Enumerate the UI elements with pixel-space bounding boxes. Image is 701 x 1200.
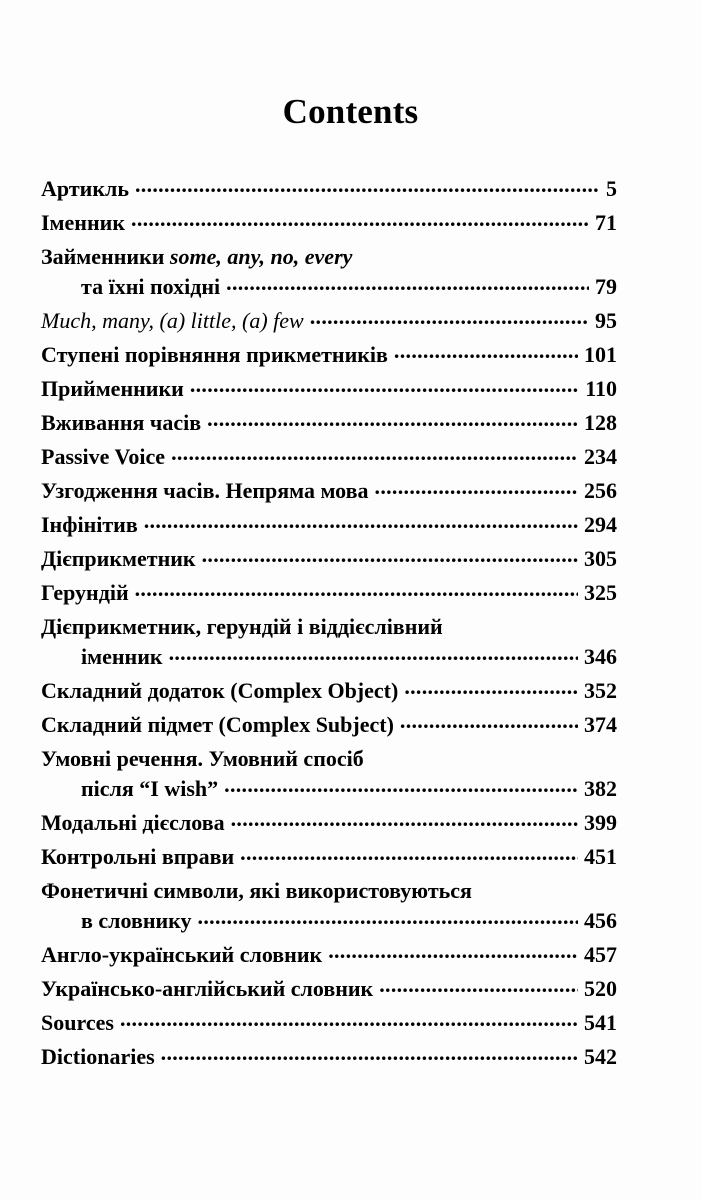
toc-entry-title: Контрольні вправи <box>41 844 235 869</box>
toc-entry-prepositions <box>41 372 617 406</box>
toc-entry-title: Ступені порівняння прикметників <box>41 342 388 367</box>
toc-entry-participle-gerund-noun <box>41 610 617 674</box>
toc-entry-title: Інфінітив <box>41 512 138 537</box>
toc-entry-complex-subject <box>41 708 617 742</box>
dot-leader <box>231 808 578 830</box>
toc-entry-article <box>41 172 617 206</box>
toc-entry-title-line2: та їхні похідні <box>81 274 221 299</box>
toc-entry-page: 346 <box>584 644 617 669</box>
toc-entry-page: 456 <box>584 908 617 933</box>
toc-entry-title: Англо-український словник <box>41 942 323 967</box>
toc-entry-title-prefix: Займенники <box>41 244 170 269</box>
toc-entry-control-exercises <box>41 840 617 874</box>
toc-entry-title: Модальні дієслова <box>41 810 225 835</box>
toc-entry-page: 305 <box>584 546 617 571</box>
toc-entry-conditionals <box>41 742 617 806</box>
toc-entry-complex-object <box>41 674 617 708</box>
page-title: Contents <box>282 92 419 131</box>
toc-entry-title: Much, many, (a) little, (a) few <box>41 308 304 333</box>
toc-entry-title-line1: Умовні речення. Умовний спосіб <box>41 746 364 771</box>
toc-entry-page: 256 <box>584 478 617 503</box>
toc-entry-title-line1: Фонетичні символи, які використовуються <box>41 878 472 903</box>
dot-leader <box>131 208 589 230</box>
toc-entry-title: Прийменники <box>41 376 184 401</box>
toc-entry-modal-verbs <box>41 806 617 840</box>
dot-leader <box>224 774 578 796</box>
toc-entry-sources <box>41 1006 617 1040</box>
toc-entry-passive-voice <box>41 440 617 474</box>
dot-leader <box>190 374 579 396</box>
toc-entry-page: 374 <box>584 712 617 737</box>
dot-leader <box>310 306 589 328</box>
dot-leader <box>394 340 578 362</box>
dot-leader <box>144 510 578 532</box>
dot-leader <box>240 842 578 864</box>
toc-entry-dictionaries <box>41 1040 617 1074</box>
toc-entry-title: Dictionaries <box>41 1044 155 1069</box>
toc-entry-page: 382 <box>584 776 617 801</box>
toc-entry-pronouns <box>41 240 617 304</box>
toc-entry-page: 294 <box>584 512 617 537</box>
toc-entry-page: 352 <box>584 678 617 703</box>
toc-entry-page: 101 <box>584 342 617 367</box>
dot-leader <box>198 906 578 928</box>
toc-entry-adjective-degrees <box>41 338 617 372</box>
toc-entry-title: Артикль <box>41 176 129 201</box>
table-of-contents <box>41 172 617 1074</box>
toc-entry-reported-speech <box>41 474 617 508</box>
dot-leader <box>328 940 578 962</box>
toc-entry-much-many <box>41 304 617 338</box>
toc-entry-title: Дієприкметник <box>41 546 196 571</box>
toc-entry-page: 110 <box>585 376 617 401</box>
toc-entry-title-line2: після “I wish” <box>81 776 219 801</box>
toc-entry-page: 457 <box>584 942 617 967</box>
toc-entry-page: 79 <box>595 274 617 299</box>
toc-entry-page: 542 <box>584 1044 617 1069</box>
dot-leader <box>400 710 578 732</box>
toc-entry-title-line1 <box>41 240 617 274</box>
toc-entry-page: 128 <box>584 410 617 435</box>
toc-entry-page: 5 <box>606 176 617 201</box>
dot-leader <box>171 442 578 464</box>
dot-leader <box>207 408 578 430</box>
toc-entry-infinitive <box>41 508 617 542</box>
toc-entry-participle <box>41 542 617 576</box>
dot-leader <box>202 544 578 566</box>
toc-entry-title: Складний додаток (Complex Object) <box>41 678 399 703</box>
toc-entry-page: 520 <box>584 976 617 1001</box>
toc-entry-noun <box>41 206 617 240</box>
toc-entry-gerund <box>41 576 617 610</box>
dot-leader <box>404 676 578 698</box>
toc-entry-title-line2: в словнику <box>81 908 192 933</box>
dot-leader <box>169 642 578 664</box>
dot-leader <box>379 974 578 996</box>
toc-entry-title: Вживання часів <box>41 410 202 435</box>
toc-entry-title: Герундій <box>41 580 129 605</box>
toc-entry-page: 71 <box>595 210 617 235</box>
toc-entry-title: Узгодження часів. Непряма мова <box>41 478 369 503</box>
toc-entry-title-line1: Дієприкметник, герундій і віддієслівний <box>41 614 443 639</box>
toc-entry-title: Sources <box>41 1010 114 1035</box>
toc-entry-uk-en-dictionary <box>41 972 617 1006</box>
toc-entry-title: Українсько-англійський словник <box>41 976 374 1001</box>
dot-leader <box>375 476 578 498</box>
toc-entry-title: Складний підмет (Complex Subject) <box>41 712 394 737</box>
toc-entry-page: 95 <box>595 308 617 333</box>
toc-entry-phonetic-symbols <box>41 874 617 938</box>
toc-entry-tenses <box>41 406 617 440</box>
dot-leader <box>135 174 600 196</box>
dot-leader <box>226 272 589 294</box>
toc-entry-page: 234 <box>584 444 617 469</box>
toc-entry-title-line2: іменник <box>81 644 163 669</box>
toc-entry-en-uk-dictionary <box>41 938 617 972</box>
toc-entry-page: 541 <box>584 1010 617 1035</box>
dot-leader <box>161 1042 578 1064</box>
toc-entry-page: 325 <box>584 580 617 605</box>
toc-entry-title: Іменник <box>41 210 126 235</box>
dot-leader <box>135 578 578 600</box>
toc-entry-page: 451 <box>584 844 617 869</box>
dot-leader <box>120 1008 578 1030</box>
toc-entry-title: Passive Voice <box>41 444 166 469</box>
toc-entry-page: 399 <box>584 810 617 835</box>
toc-entry-title-italic: some, any, no, every <box>169 244 353 269</box>
